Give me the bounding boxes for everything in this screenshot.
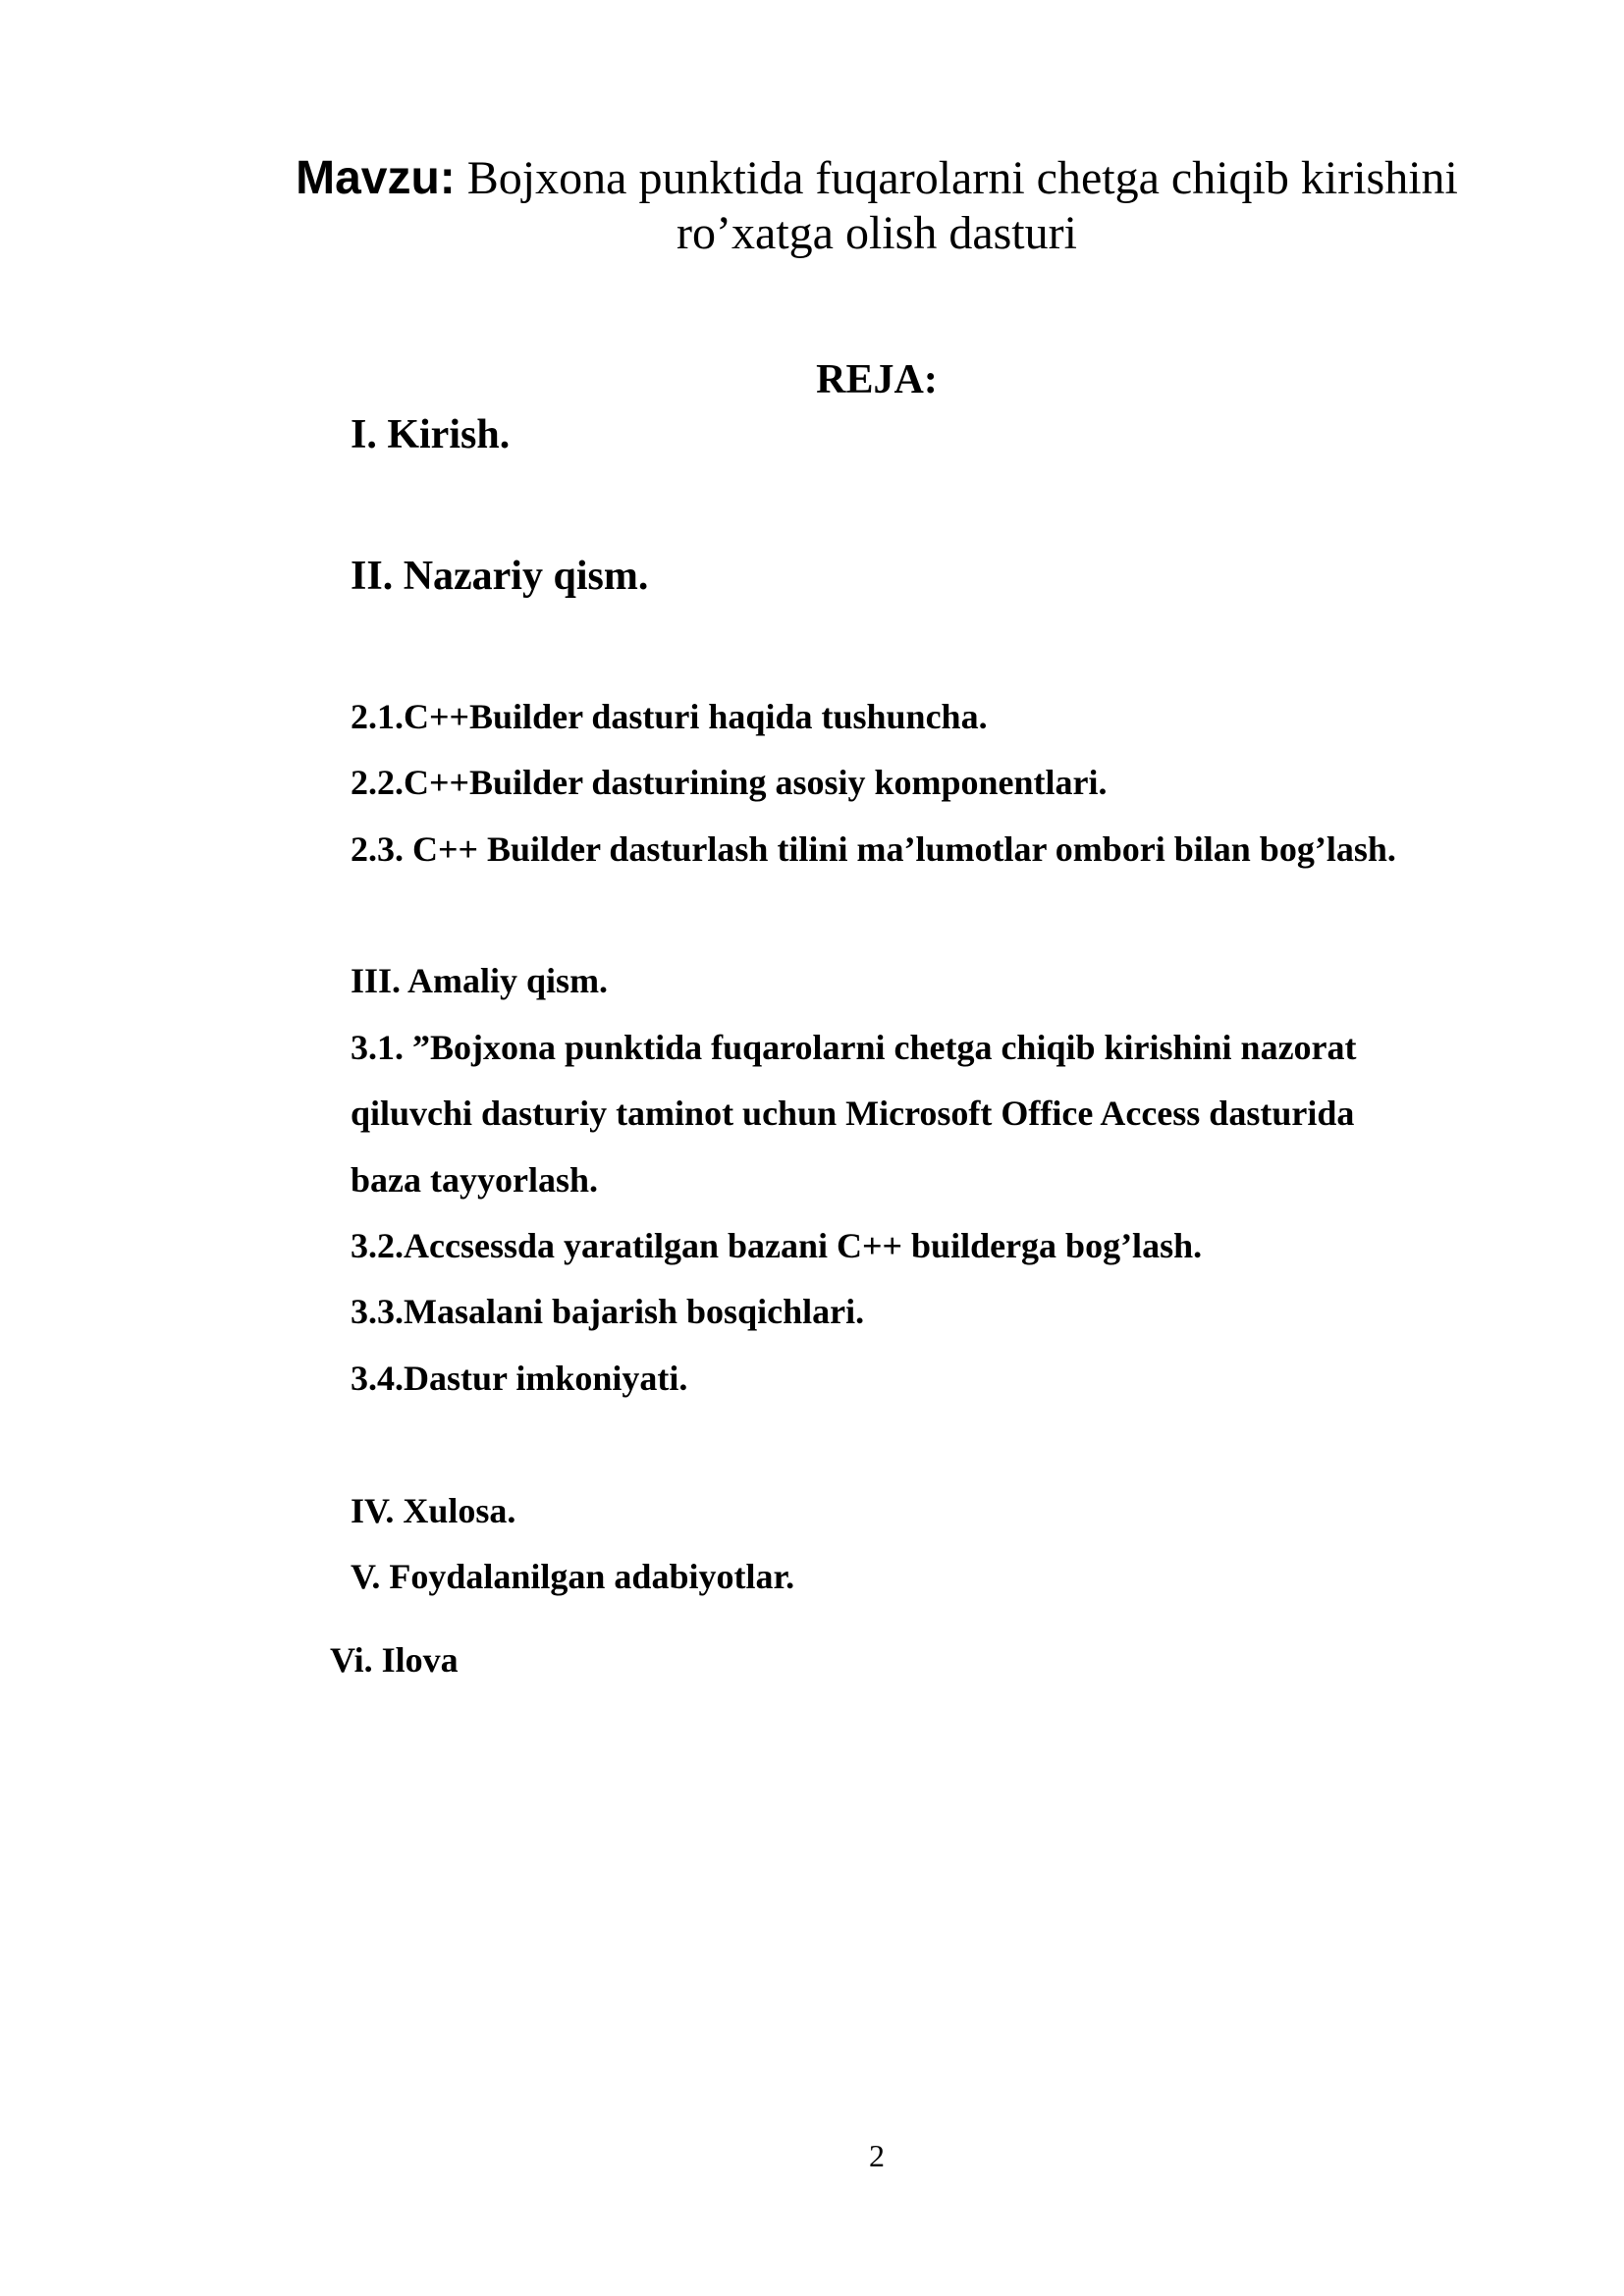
- plan-item-2-2: 2.2.C++Builder dasturining asosiy komponentlari.: [351, 763, 1108, 802]
- plan-item-3-2: 3.2.Accsessda yaratilgan bazani C++ builderga bog’lash.: [351, 1226, 1203, 1265]
- plan-heading: REJA:: [816, 357, 938, 402]
- plan-item-2-1: 2.1.C++Builder dasturi haqida tushuncha.: [351, 697, 988, 736]
- document-title: [0, 151, 1624, 206]
- plan-item-3-1-line-2: qiluvchi dasturiy taminot uchun Microsoft Office Access dasturida: [351, 1094, 1355, 1133]
- plan-item-ilova: Vi. Ilova: [330, 1640, 459, 1680]
- plan-item-adabiyot: V. Foydalanilgan adabiyotlar.: [351, 1557, 795, 1596]
- page-number: 2: [869, 2138, 885, 2173]
- plan-item-2-3: 2.3. C++ Builder dasturlash tilini ma’lumotlar ombori bilan bog’lash.: [351, 829, 1396, 869]
- plan-item-3-4: 3.4.Dastur imkoniyati.: [351, 1359, 688, 1398]
- title-line-2: ro’xatga olish dasturi: [677, 207, 1077, 259]
- plan-item-nazariy: II. Nazariy qism.: [351, 554, 649, 599]
- plan-item-3-1-line-1: 3.1. ”Bojxona punktida fuqarolarni chetga chiqib kirishini nazorat: [351, 1028, 1357, 1067]
- plan-item-kirish: I. Kirish.: [351, 412, 511, 457]
- plan-item-3-1-line-3: baza tayyorlash.: [351, 1160, 598, 1200]
- plan-item-amaliy: III. Amaliy qism.: [351, 961, 609, 1000]
- title-label: Mavzu:: [296, 152, 456, 204]
- plan-item-3-3: 3.3.Masalani bajarish bosqichlari.: [351, 1292, 865, 1331]
- plan-item-xulosa: IV. Xulosa.: [351, 1491, 516, 1530]
- title-line-1: Bojxona punktida fuqarolarni chetga chiqib kirishini: [455, 152, 1458, 204]
